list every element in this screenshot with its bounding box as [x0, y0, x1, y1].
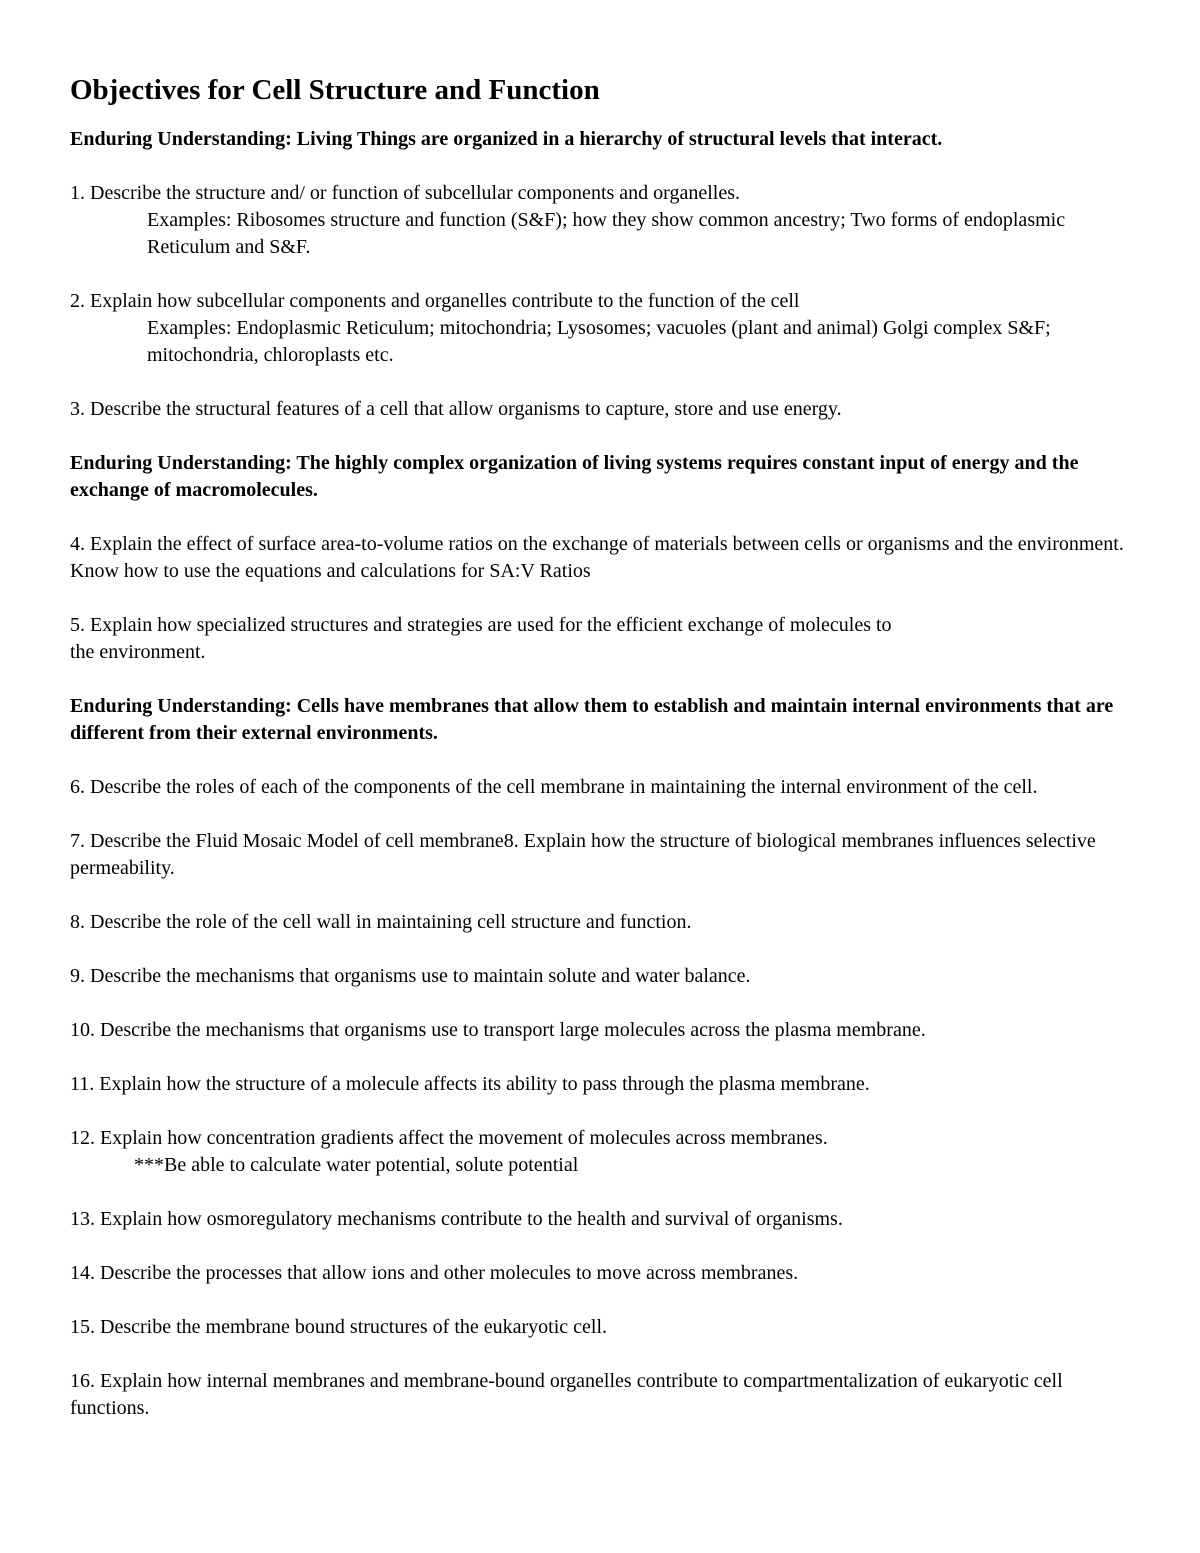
objective-5 — [70, 612, 1130, 666]
objective-1-text: 1. Describe the structure and/ or function of subcellular components and organelles. — [70, 182, 740, 204]
objective-7: 7. Describe the Fluid Mosaic Model of cell membrane8. Explain how the structure of biological membranes influences selective permeability. — [70, 830, 1096, 879]
enduring-understanding-2: Enduring Understanding: The highly complex organization of living systems requires constant input of energy and the exchange of macromolecules. — [70, 452, 1079, 501]
objective-16: 16. Explain how internal membranes and membrane-bound organelles contribute to compartmentalization of eukaryotic cell functions. — [70, 1370, 1063, 1419]
objective-9: 9. Describe the mechanisms that organisms use to maintain solute and water balance. — [70, 965, 751, 987]
objective-2 — [70, 288, 1130, 369]
objective-2-text: 2. Explain how subcellular components and organelles contribute to the function of the cell — [70, 290, 800, 312]
objective-5-text-continued: the environment. — [70, 641, 206, 663]
objective-12-text: 12. Explain how concentration gradients affect the movement of molecules across membranes. — [70, 1127, 828, 1149]
objective-14: 14. Describe the processes that allow ions and other molecules to move across membranes. — [70, 1262, 799, 1284]
objective-6: 6. Describe the roles of each of the components of the cell membrane in maintaining the internal environment of the cell. — [70, 776, 1038, 798]
objective-5-text: 5. Explain how specialized structures and strategies are used for the efficient exchange of molecules to — [70, 614, 892, 636]
document-title: Objectives for Cell Structure and Function — [70, 74, 600, 106]
objective-3: 3. Describe the structural features of a cell that allow organisms to capture, store and use energy. — [70, 398, 842, 420]
objective-11: 11. Explain how the structure of a molecule affects its ability to pass through the plasma membrane. — [70, 1073, 870, 1095]
objective-15: 15. Describe the membrane bound structures of the eukaryotic cell. — [70, 1316, 608, 1338]
objective-12-note: ***Be able to calculate water potential, solute potential — [134, 1154, 579, 1176]
objective-2-examples: Examples: Endoplasmic Reticulum; mitochondria; Lysosomes; vacuoles (plant and animal) Golgi complex S&F; mitochondria, chloroplasts etc. — [147, 317, 1051, 366]
objective-1-examples: Examples: Ribosomes structure and function (S&F); how they show common ancestry; Two forms of endoplasmic Reticulum and S&F. — [147, 209, 1066, 258]
objective-12 — [70, 1125, 1130, 1179]
objective-8: 8. Describe the role of the cell wall in maintaining cell structure and function. — [70, 911, 692, 933]
enduring-understanding-3: Enduring Understanding: Cells have membranes that allow them to establish and maintain internal environments that are different from their external environments. — [70, 695, 1114, 744]
objective-10: 10. Describe the mechanisms that organisms use to transport large molecules across the plasma membrane. — [70, 1019, 926, 1041]
enduring-understanding-1: Enduring Understanding: Living Things are organized in a hierarchy of structural levels that interact. — [70, 128, 943, 150]
objective-4: 4. Explain the effect of surface area-to-volume ratios on the exchange of materials between cells or organisms and the environment. Know how to use the equations and calculations for SA:V Ratios — [70, 533, 1124, 582]
objective-1 — [70, 180, 1130, 261]
objective-13: 13. Explain how osmoregulatory mechanisms contribute to the health and survival of organisms. — [70, 1208, 843, 1230]
